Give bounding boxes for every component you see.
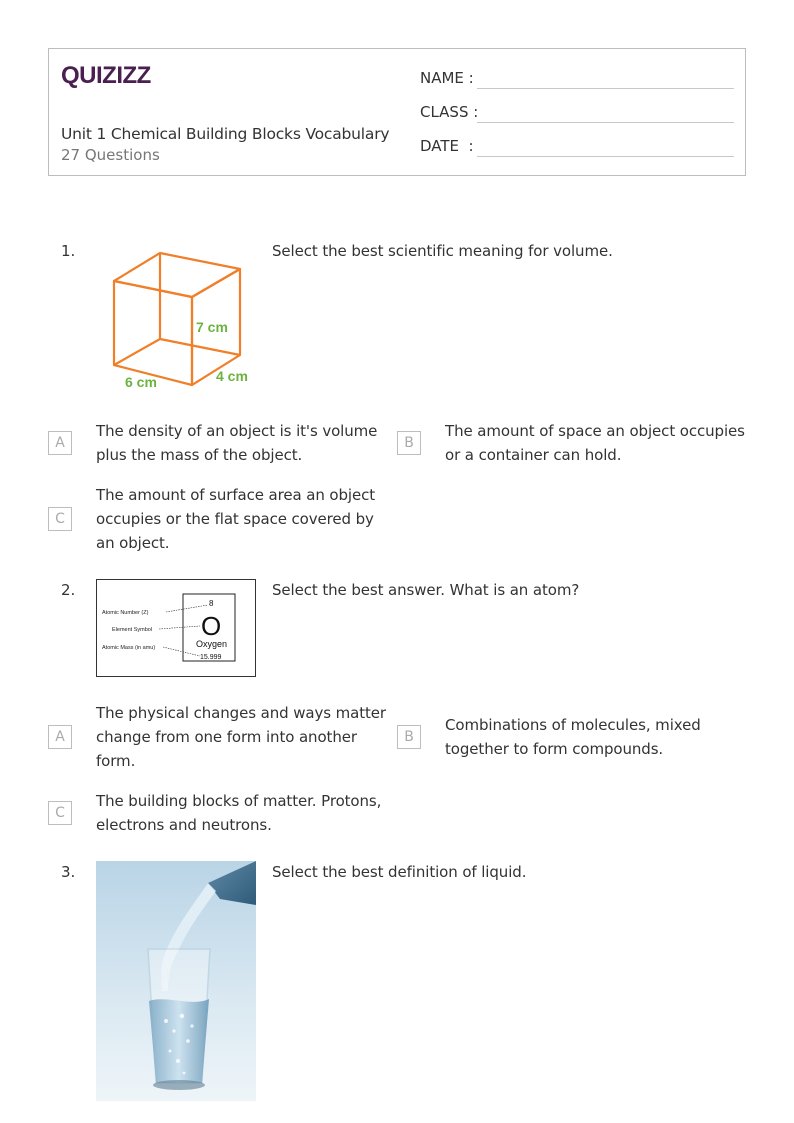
question-3-text: Select the best definition of liquid. [272, 863, 527, 881]
element-symbol-label: Element Symbol [112, 627, 153, 633]
question-3-number: 3. [61, 863, 76, 881]
atomic-mass-label: Atomic Mass (in amu) [102, 645, 156, 651]
question-count: 27 Questions [61, 146, 160, 164]
glass-water [149, 999, 209, 1083]
question-1-number: 1. [61, 242, 76, 260]
svg-text:QUIZIZZ: QUIZIZZ [61, 62, 151, 89]
question-2-atom-image [96, 579, 256, 677]
q2-option-c-text: The building blocks of matter. Protons, electrons and neutrons. [96, 792, 382, 834]
q2-option-b-text: Combinations of molecules, mixed together to form compounds. [445, 716, 701, 758]
q2-option-a-box[interactable]: A [48, 725, 72, 749]
atomic-number-value: 8 [209, 599, 214, 608]
date-line[interactable] [477, 156, 734, 157]
date-field[interactable] [420, 137, 734, 159]
q1-option-a-text: The density of an object is it's volume plus the mass of the object. [96, 422, 378, 464]
class-field[interactable] [420, 103, 734, 125]
question-1-text: Select the best scientific meaning for volume. [272, 242, 613, 260]
cube-top-face [114, 253, 240, 297]
question-2-text: Select the best answer. What is an atom? [272, 581, 580, 599]
glass-base [153, 1080, 205, 1090]
question-3-water-glass-image [96, 861, 256, 1101]
date-label: DATE : [420, 137, 474, 155]
q2-option-a-text: The physical changes and ways matter change from one form into another form. [96, 704, 386, 770]
element-symbol-value: O [201, 611, 222, 641]
q1-option-a-box[interactable]: A [48, 431, 72, 455]
cube-front-face [114, 281, 192, 385]
atomic-mass-value: 15.999 [200, 654, 222, 661]
q1-option-b-text: The amount of space an object occupies or a container can hold. [445, 422, 745, 464]
question-2-number: 2. [61, 581, 76, 599]
q1-option-c-box[interactable]: C [48, 507, 72, 531]
quizizz-logo [61, 59, 161, 93]
cube-width-label: 6 cm [125, 374, 157, 390]
q1-option-b-box[interactable]: B [397, 431, 421, 455]
q2-option-b-box[interactable]: B [397, 725, 421, 749]
cube-height-label: 7 cm [196, 319, 228, 335]
atomic-number-label: Atomic Number (Z) [102, 610, 149, 616]
question-1-cube-image [96, 243, 266, 393]
class-label: CLASS : [420, 103, 479, 121]
worksheet-header [48, 48, 746, 176]
name-field[interactable] [420, 69, 734, 91]
q2-option-c-box[interactable]: C [48, 801, 72, 825]
worksheet-title: Unit 1 Chemical Building Blocks Vocabulary [61, 125, 390, 143]
name-label: NAME : [420, 69, 474, 87]
element-name-value: Oxygen [196, 639, 228, 649]
class-line[interactable] [477, 122, 734, 123]
q1-option-c-text: The amount of surface area an object occupies or the flat space covered by an object. [96, 486, 376, 552]
cube-depth-label: 4 cm [216, 368, 248, 384]
name-line[interactable] [477, 88, 734, 89]
